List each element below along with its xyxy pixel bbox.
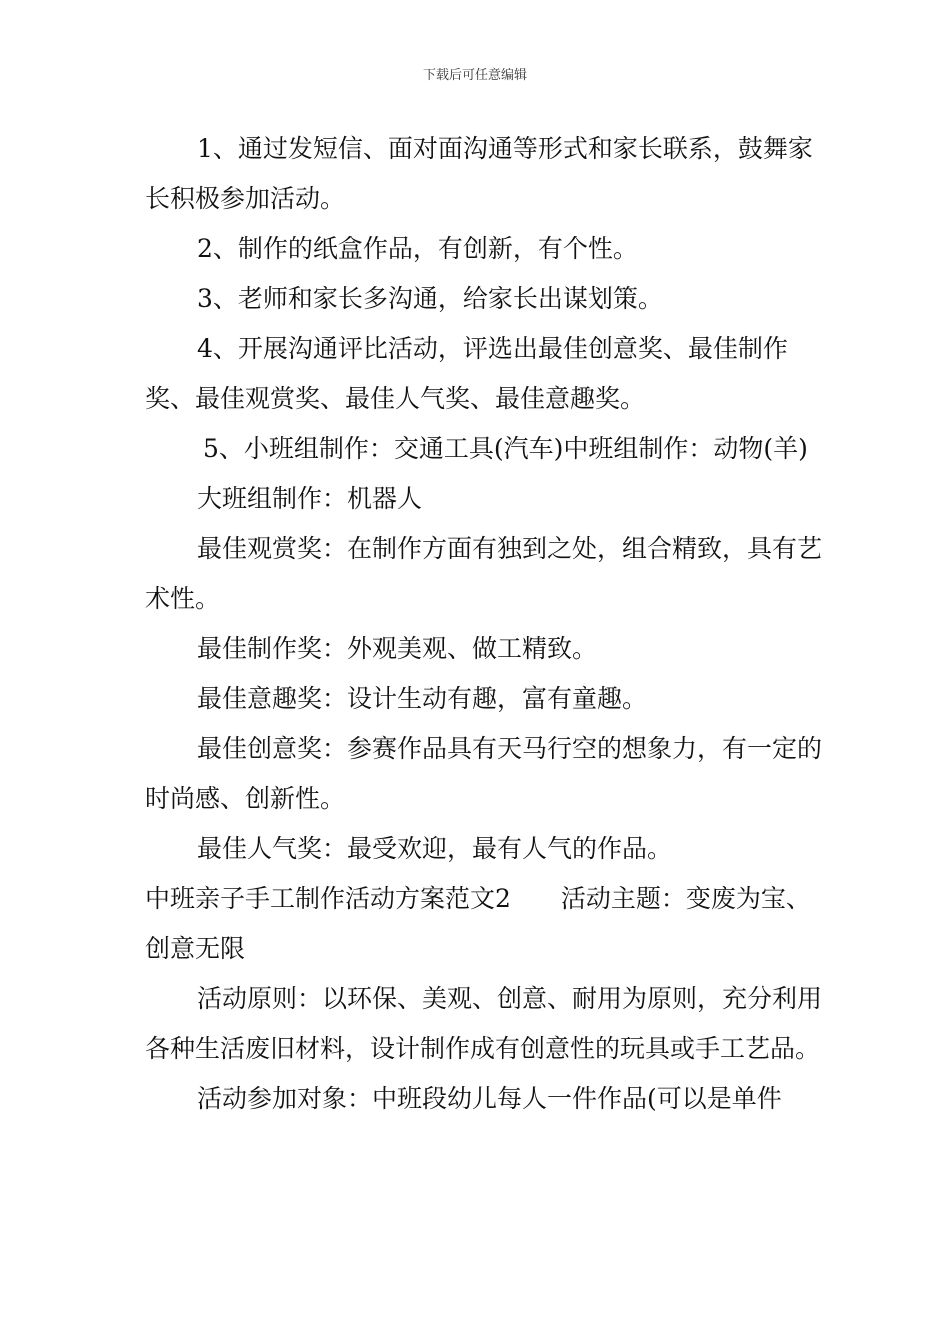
paragraph-2: 2、制作的纸盒作品，有创新，有个性。 — [197, 234, 638, 263]
page-header: 下载后可任意编辑 — [422, 68, 527, 83]
paragraph-1: 1、通过发短信、面对面沟通等形式和家长联系，鼓舞家长积极参加活动。 — [145, 134, 813, 213]
section-heading-2: 中班亲子手工制作活动方案范文2 活动主题：变废为宝、创意无限 — [145, 884, 811, 963]
document-body — [145, 124, 825, 1124]
paragraph-12: 活动原则：以环保、美观、创意、耐用为原则，充分利用各种生活废旧材料，设计制作成有创意性的玩具或手工艺品。 — [145, 984, 823, 1063]
paragraph-11: 最佳人气奖：最受欢迎，最有人气的作品。 — [197, 834, 673, 863]
paragraph-6: 大班组制作：机器人 — [197, 484, 423, 513]
paragraph-8: 最佳制作奖：外观美观、做工精致。 — [197, 634, 598, 663]
paragraph-9: 最佳意趣奖：设计生动有趣，富有童趣。 — [197, 684, 648, 713]
paragraph-5: 5、小班组制作：交通工具(汽车)中班组制作：动物(羊) — [203, 434, 808, 463]
paragraph-13: 活动参加对象：中班段幼儿每人一件作品(可以是单件 — [197, 1084, 782, 1113]
paragraph-4: 4、开展沟通评比活动，评选出最佳创意奖、最佳制作奖、最佳观赏奖、最佳人气奖、最佳意趣奖。 — [145, 334, 788, 413]
paragraph-7: 最佳观赏奖：在制作方面有独到之处，组合精致，具有艺术性。 — [145, 534, 823, 613]
paragraph-3: 3、老师和家长多沟通，给家长出谋划策。 — [197, 284, 663, 313]
paragraph-10: 最佳创意奖：参赛作品具有天马行空的想象力，有一定的时尚感、创新性。 — [145, 734, 823, 813]
